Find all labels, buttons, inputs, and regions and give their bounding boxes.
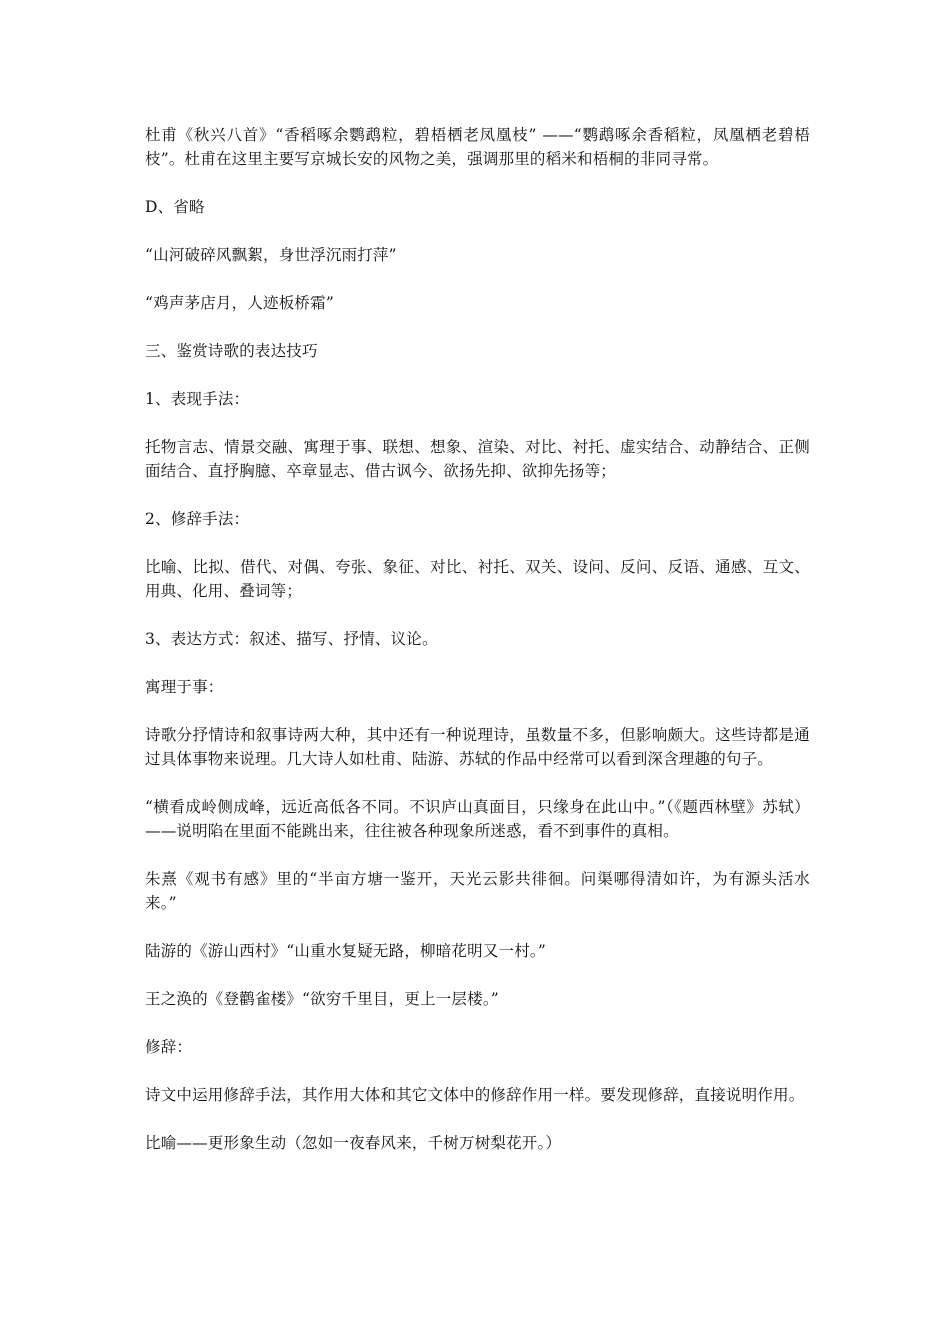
paragraph-du-fu-example: 杜甫《秋兴八首》“香稻啄余鹦鹉粒，碧梧栖老凤凰枝” ——“鹦鹉啄余香稻粒，凤凰栖老碧梧枝”。杜甫在这里主要写京城长安的风物之美，强调那里的稻米和梧桐的非同寻常。 xyxy=(145,126,810,168)
subheading-rhetoric: 修辞： xyxy=(145,1038,193,1056)
subheading-rhetoric-methods: 2、修辞手法： xyxy=(145,510,250,528)
paragraph-wangzhihuan-example: 王之涣的《登鹳雀楼》“欲穷千里目，更上一层楼。” xyxy=(145,990,499,1008)
paragraph-xilinbi-example: “横看成岭侧成峰，远近高低各不同。不识庐山真面目，只缘身在此山中。”（《题西林壁》苏轼）——说明陷在里面不能跳出来，往往被各种现象所迷惑，看不到事件的真相。 xyxy=(145,798,810,840)
paragraph-expression-methods-list: 托物言志、情景交融、寓理于事、联想、想象、渲染、对比、衬托、虚实结合、动静结合、正侧面结合、直抒胸臆、卒章显志、借古讽今、欲扬先抑、欲抑先扬等； xyxy=(145,438,810,480)
document-page xyxy=(145,123,810,1179)
paragraph-rhetoric-usage: 诗文中运用修辞手法，其作用大体和其它文体中的修辞作用一样。要发现修辞，直接说明作用。 xyxy=(145,1086,805,1104)
section-heading-techniques: 三、鉴赏诗歌的表达技巧 xyxy=(145,342,318,360)
paragraph-rhetoric-list: 比喻、比拟、借代、对偶、夸张、象征、对比、衬托、双关、设问、反问、反语、通感、互文、用典、化用、叠词等； xyxy=(145,558,810,600)
paragraph-metaphor-example: 比喻——更形象生动（忽如一夜春风来，千树万树梨花开。） xyxy=(145,1134,562,1152)
quote-jisheng: “鸡声茅店月，人迹板桥霜” xyxy=(145,294,334,312)
subheading-expression-methods: 1、表现手法： xyxy=(145,390,250,408)
heading-omission: D、省略 xyxy=(145,198,205,216)
paragraph-zhuxi-example: 朱熹《观书有感》里的“半亩方塘一鉴开，天光云影共徘徊。问渠哪得清如许，为有源头活水来。” xyxy=(145,870,810,912)
subheading-expression-modes: 3、表达方式：叙述、描写、抒情、议论。 xyxy=(145,630,438,648)
paragraph-luyou-example: 陆游的《游山西村》“山重水复疑无路，柳暗花明又一村。” xyxy=(145,942,546,960)
subheading-reason-in-events: 寓理于事： xyxy=(145,678,224,696)
paragraph-reasoning-poems: 诗歌分抒情诗和叙事诗两大种，其中还有一种说理诗，虽数量不多，但影响颇大。这些诗都是通过具体事物来说理。几大诗人如杜甫、陆游、苏轼的作品中经常可以看到深含理趣的句子。 xyxy=(145,726,810,768)
quote-shanhe: “山河破碎风飘絮，身世浮沉雨打萍” xyxy=(145,246,397,264)
